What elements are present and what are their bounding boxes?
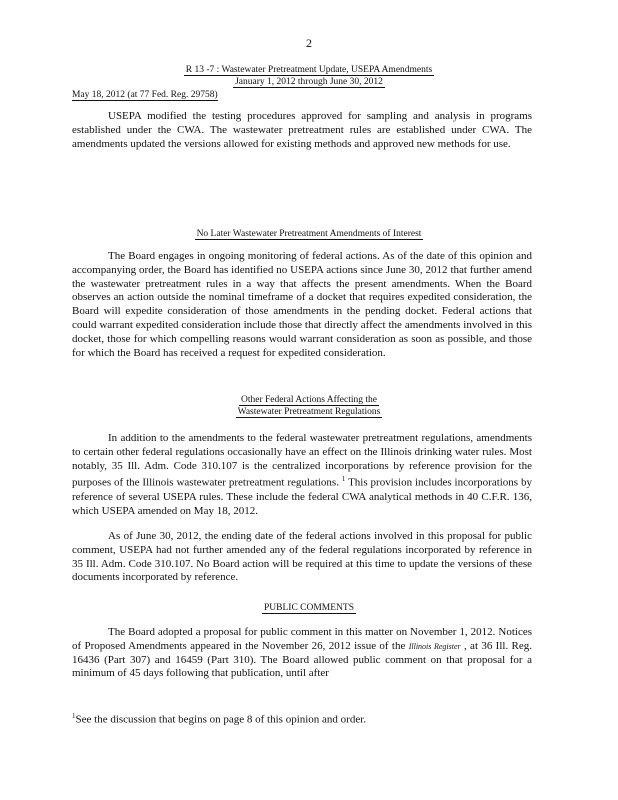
section-heading-no-later (0, 228, 618, 240)
footnote-reference: 1 (341, 475, 346, 484)
section-heading-docket (0, 64, 618, 76)
paragraph-board-adopted-before: The Board adopted a proposal for public comment in this matter on November 1, 2012. Notices of Proposed Amendments appeared in the November 26, 2012 issue of the (72, 626, 532, 652)
paragraph-board-adopted (72, 626, 532, 681)
paragraph-board-adopted-after: , at 36 Ill. Reg. 16436 (Part 307) and 16459 (Part 310). The Board allowed public comment on that proposal for a minimum of 45 days following that publication, until after (72, 639, 533, 680)
footnote-text: See the discussion that begins on page 8 of this opinion and order. (75, 713, 367, 726)
section-heading-other-federal (0, 394, 618, 406)
paragraph-other-amendments-text-2: This provision includes incorporations by reference of several USEPA rules. These include the federal CWA analytical methods in 40 C.F.R. 136, which USEPA amended on May 18, 2012. (72, 477, 532, 517)
federal-action-date (72, 90, 218, 100)
heading-other-federal-line2: Wastewater Pretreatment Regulations (237, 407, 381, 417)
page-number: 2 (306, 36, 312, 50)
heading-no-later-text: No Later Wastewater Pretreatment Amendments of Interest (196, 229, 422, 239)
section-heading-timeframe (0, 76, 618, 88)
section-heading-other-federal-2 (0, 406, 618, 418)
heading-docket-line1: R 13 -7 : Wastewater Pretreatment Update, USEPA Amendments (185, 65, 433, 75)
paragraph-as-of-june: As of June 30, 2012, the ending date of the federal actions involved in this proposal for public comment, USEPA had not further amended any of the federal regulations incorporated by reference in 35 Ill. Adm. Code 310.107. No Board action will be required at this time to update the versions of these documents incorporated by reference. (72, 530, 532, 584)
footnote-mark: 1 (72, 712, 76, 720)
heading-public-comments-text: PUBLIC COMMENTS (264, 603, 354, 613)
heading-other-federal-line1: Other Federal Actions Affecting the (241, 395, 377, 405)
footnote (72, 712, 532, 726)
paragraph-other-amendments (72, 432, 532, 518)
paragraph-usepa-modified: USEPA modified the testing procedures approved for sampling and analysis in programs established under the CWA. The wastewater pretreatment rules are established under CWA. The amendments updated the versions allowed for existing methods and approved new methods for use. (72, 110, 532, 150)
section-heading-public-comments (0, 602, 618, 614)
federal-action-date-text: May 18, 2012 (at 77 Fed. Reg. 29758) (72, 90, 218, 100)
heading-docket-line2: January 1, 2012 through June 30, 2012 (235, 77, 383, 87)
paragraph-board-monitoring: The Board engages in ongoing monitoring of federal actions. As of the date of this opinion and accompanying order, the Board has identified no USEPA actions since June 30, 2012 that further amend the wastewater pretreatment rules in a way that affects the present amendments. When the Board observes an action outside the nominal timeframe of a docket that requires expedited consideration, the Board will expedite consideration of those amendments in the pending docket. Federal actions that could warrant expedited consideration include those that directly affect the amendments involved in this docket, those for which compelling reasons would warrant consideration as soon as possible, and those for which the Board has received a request for expedited consideration. (72, 250, 532, 359)
illinois-register-title: Illinois Register (408, 641, 461, 651)
paragraph-other-amendments-text: In addition to the amendments to the federal wastewater pretreatment regulations, amendments to certain other federal regulations occasionally have an effect on the Illinois drinking water rules. Most notably, 35 Ill. Adm. Code 310.107 is the centralized incorporations by reference provision for the purposes of the Illinois wastewater pretreatment regulations. (72, 432, 532, 490)
